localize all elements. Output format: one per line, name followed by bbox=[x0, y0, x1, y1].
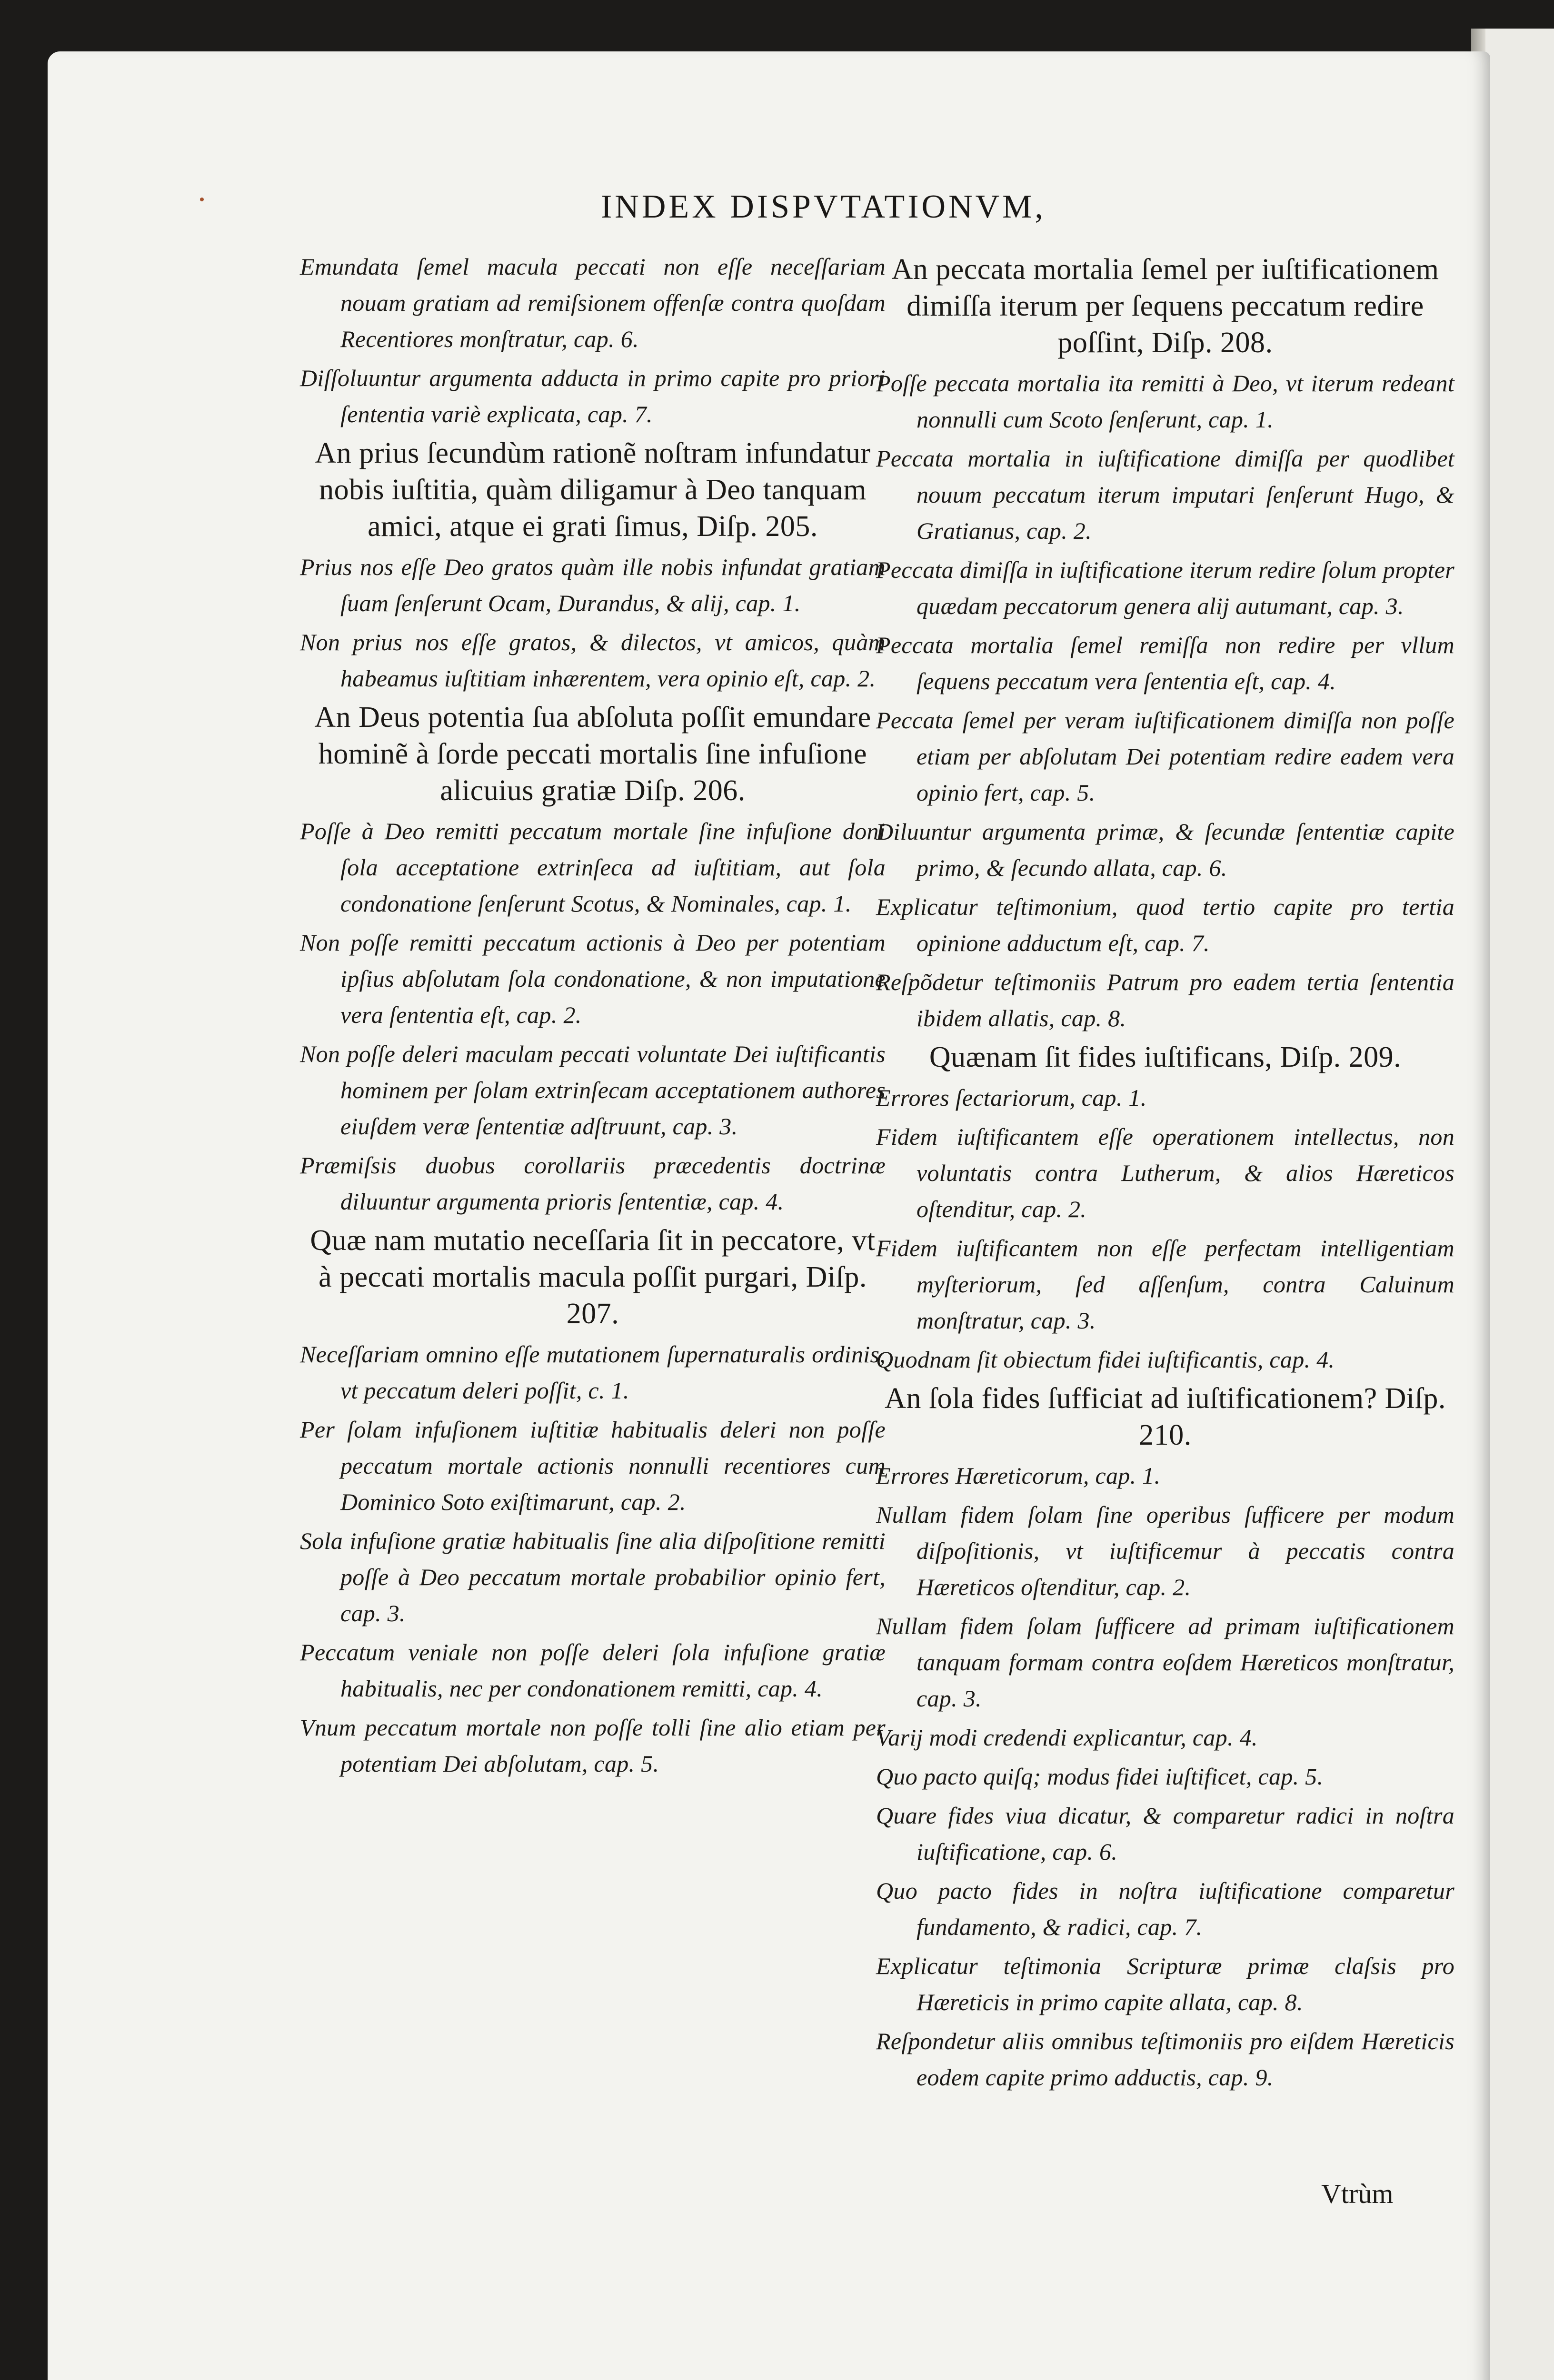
chapter-entry: Fidem iuſtificantem non eſſe perfectam intelligentiam myſteriorum, ſed aſſenſum, contra Caluinum monſtratur, cap. 3. bbox=[876, 1235, 1454, 1334]
chapter-entry: Poſſe à Deo remitti peccatum mortale ſine infuſione doni ſola acceptatione extrinſeca ad iuſtitiam, aut ſola condonatione ſenſerunt Scotus, & Nominales, cap. 1. bbox=[300, 818, 886, 917]
chapter-entry: Per ſolam infuſionem iuſtitiæ habitualis deleri non poſſe peccatum mortale actionis nonnulli recentiores cum Dominico Soto exiſtimarunt, cap. 2. bbox=[300, 1416, 886, 1515]
disputation-heading: Quæ nam mutatio neceſſaria ſit in peccatore, vt à peccati mortalis macula poſſit purgari, Diſp. 207. bbox=[310, 1224, 876, 1330]
chapter-entry: Quo pacto fides in noſtra iuſtificatione comparetur fundamento, & radici, cap. 7. bbox=[876, 1877, 1454, 1940]
chapter-entry: Non prius nos eſſe gratos, & dilectos, vt amicos, quàm habeamus iuſtitiam inhærentem, vera opinio eſt, cap. 2. bbox=[300, 629, 886, 692]
chapter-entry: Neceſſariam omnino eſſe mutationem ſupernaturalis ordinis, vt peccatum deleri poſſit, c. 1. bbox=[300, 1341, 886, 1404]
chapter-entry: Non poſſe remitti peccatum actionis à Deo per potentiam ipſius abſolutam ſola condonatione, & non imputatione vera ſententia eſt, cap. 2. bbox=[300, 929, 886, 1028]
chapter-entry: Peccatum veniale non poſſe deleri ſola infuſione gratiæ habitualis, nec per condonationem remitti, cap. 4. bbox=[300, 1639, 886, 1702]
disputation-heading: An peccata mortalia ſemel per iuſtificationem dimiſſa iterum per ſequens peccatum redire poſſint, Diſp. 208. bbox=[891, 253, 1439, 359]
chapter-entry: Peccata ſemel per veram iuſtificationem dimiſſa non poſſe etiam per abſolutam Dei potentiam redire eadem vera opinio fert, cap. 5. bbox=[876, 707, 1454, 806]
index-column-left bbox=[300, 248, 886, 1785]
chapter-entry: Errores ſectariorum, cap. 1. bbox=[876, 1084, 1147, 1111]
chapter-entry: Nullam fidem ſolam ſufficere ad primam iuſtificationem tanquam formam contra eoſdem Hæreticos monſtratur, cap. 3. bbox=[876, 1613, 1454, 1712]
disputation-heading: Quænam ſit fides iuſtificans, Diſp. 209. bbox=[929, 1041, 1402, 1073]
chapter-entry: Quo pacto quiſq; modus fidei iuſtificet, cap. 5. bbox=[876, 1763, 1324, 1790]
disputation-heading: An prius ſecundùm rationẽ noſtram infundatur nobis iuſtitia, quàm diligamur à Deo tanquam amici, atque ei grati ſimus, Diſp. 205. bbox=[315, 437, 871, 543]
chapter-entry: Poſſe peccata mortalia ita remitti à Deo, vt iterum redeant nonnulli cum Scoto ſenſerunt, cap. 1. bbox=[876, 370, 1454, 433]
chapter-entry: Non poſſe deleri maculam peccati voluntate Dei iuſtificantis hominem per ſolam extrinſecam acceptationem authores eiuſdem veræ ſententiæ adſtruunt, cap. 3. bbox=[300, 1041, 886, 1140]
chapter-entry: Emundata ſemel macula peccati non eſſe neceſſariam nouam gratiam ad remiſsionem offenſæ contra quoſdam Recentiores monſtratur, cap. 6. bbox=[300, 253, 886, 352]
chapter-entry: Præmiſsis duobus corollariis præcedentis doctrinæ diluuntur argumenta prioris ſententiæ, cap. 4. bbox=[300, 1152, 886, 1215]
chapter-entry: Sola infuſione gratiæ habitualis ſine alia diſpoſitione remitti poſſe à Deo peccatum mortale probabilior opinio fert, cap. 3. bbox=[300, 1527, 886, 1626]
chapter-entry: Diluuntur argumenta primæ, & ſecundæ ſententiæ capite primo, & ſecundo allata, cap. 6. bbox=[876, 818, 1454, 881]
chapter-entry: Quare fides viua dicatur, & comparetur radici in noſtra iuſtificatione, cap. 6. bbox=[876, 1802, 1454, 1865]
chapter-entry: Explicatur teſtimonium, quod tertio capite pro tertia opinione adductum eſt, cap. 7. bbox=[876, 893, 1454, 956]
chapter-entry: Prius nos eſſe Deo gratos quàm ille nobis infundat gratiam ſuam ſenſerunt Ocam, Durandus, & alij, cap. 1. bbox=[300, 554, 886, 616]
chapter-entry: Fidem iuſtificantem eſſe operationem intellectus, non voluntatis contra Lutherum, & alios Hæreticos oſtenditur, cap. 2. bbox=[876, 1123, 1454, 1222]
chapter-entry: Explicatur teſtimonia Scripturæ primæ claſsis pro Hæreticis in primo capite allata, cap. 8. bbox=[876, 1953, 1454, 2015]
chapter-entry: Nullam fidem ſolam ſine operibus ſufficere per modum diſpoſitionis, vt iuſtificemur à peccatis contra Hæreticos oſtenditur, cap. 2. bbox=[876, 1501, 1454, 1600]
ink-mark bbox=[200, 198, 204, 201]
disputation-heading: An Deus potentia ſua abſoluta poſſit emundare hominẽ à ſorde peccati mortalis ſine infuſione alicuius gratiæ Diſp. 206. bbox=[314, 701, 871, 807]
chapter-entry: Diſſoluuntur argumenta adducta in primo capite pro priori ſententia variè explicata, cap. 7. bbox=[300, 365, 886, 427]
chapter-entry: Peccata mortalia in iuſtificatione dimiſſa per quodlibet nouum peccatum iterum imputari ſenſerunt Hugo, & Gratianus, cap. 2. bbox=[876, 445, 1454, 544]
chapter-entry: Reſpõdetur teſtimoniis Patrum pro eadem tertia ſententia ibidem allatis, cap. 8. bbox=[876, 969, 1454, 1031]
index-column-right bbox=[876, 248, 1454, 2098]
running-head: INDEX DISPVTATIONVM, bbox=[601, 188, 1046, 225]
chapter-entry: Peccata dimiſſa in iuſtificatione iterum redire ſolum propter quædam peccatorum genera alij autumant, cap. 3. bbox=[876, 556, 1454, 619]
chapter-entry: Quodnam ſit obiectum fidei iuſtificantis, cap. 4. bbox=[876, 1346, 1335, 1373]
catchword: Vtrùm bbox=[1321, 2178, 1394, 2209]
chapter-entry: Peccata mortalia ſemel remiſſa non redire per vllum ſequens peccatum vera ſententia eſt, cap. 4. bbox=[876, 632, 1454, 694]
chapter-entry: Vnum peccatum mortale non poſſe tolli ſine alio etiam per potentiam Dei abſolutam, cap. 5. bbox=[300, 1714, 886, 1777]
chapter-entry: Errores Hæreticorum, cap. 1. bbox=[876, 1462, 1161, 1489]
chapter-entry: Reſpondetur aliis omnibus teſtimoniis pro eiſdem Hæreticis eodem capite primo adductis, cap. 9. bbox=[876, 2028, 1454, 2091]
disputation-heading: An ſola fides ſufficiat ad iuſtificationem? Diſp. 210. bbox=[885, 1382, 1446, 1451]
chapter-entry: Varij modi credendi explicantur, cap. 4. bbox=[876, 1724, 1258, 1751]
